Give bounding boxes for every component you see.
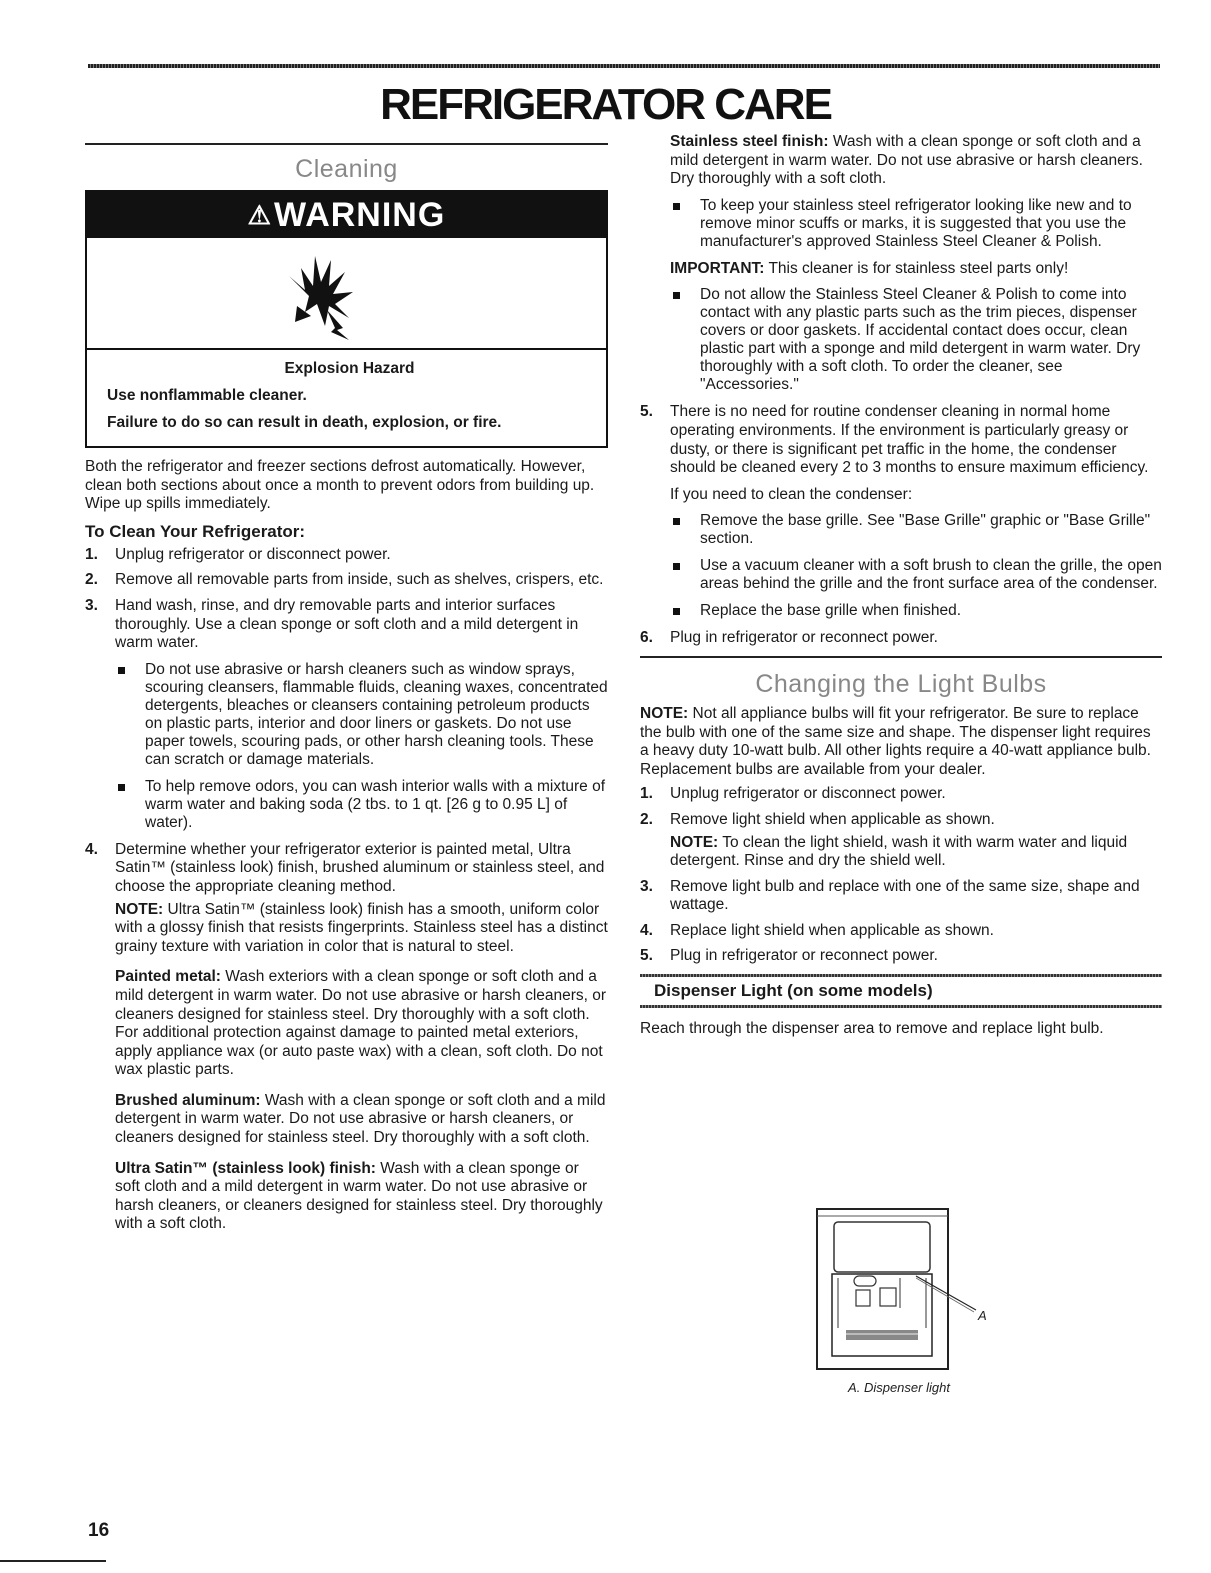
bullet-item: Replace the base grille when finished. [670, 602, 1162, 620]
cleaning-step: 1. Unplug refrigerator or disconnect power. [85, 545, 391, 563]
dotted-rule [640, 1005, 1162, 1008]
bullet-item: Do not allow the Stainless Steel Cleaner & Polish to come into contact with any plastic parts such as the trim pieces, dispenser covers or door gaskets. If accidental contact does occur, clean plastic part with a sponge and mild detergent in warm water. Dry thoroughly with a soft cloth. To order the cleaner, see "Accessories." [670, 286, 1162, 394]
cleaning-step: 6. Plug in refrigerator or reconnect power. [640, 629, 938, 647]
dotted-rule [640, 974, 1162, 977]
explosion-hazard-icon [287, 246, 357, 342]
step4-note: NOTE: Ultra Satin™ (stainless look) finish has a smooth, uniform color with a glossy finish that resists fingerprints. Stainless steel has a distinct grainy texture with variation in color that is natural to steel. [115, 900, 608, 955]
bulb-step: 1. Unplug refrigerator or disconnect power. [640, 785, 946, 803]
warning-hazard: Explosion Hazard [284, 360, 415, 377]
cleaning-intro: Both the refrigerator and freezer sections defrost automatically. However, clean both sections about once a month to prevent odors from building up. Wipe up spills immediately. [85, 458, 595, 513]
dispenser-heading: Dispenser Light (on some models) [654, 981, 933, 1001]
dispenser-text: Reach through the dispenser area to remove and replace light bulb. [640, 1020, 1104, 1038]
cleaning-step: 2. Remove all removable parts from inside, such as shelves, crispers, etc. [85, 571, 604, 589]
cleaning-step: 3. Hand wash, rinse, and dry removable parts and interior surfaces thoroughly. Use a clean sponge or soft cloth and a mild detergent in warm water. Do not use abrasive or harsh cleaners such as window sprays, scouring cleansers, flammable fluids, cleaning waxes, concentrated detergents, bleaches or cleansers containing petroleum products on plastic parts, interior and door liners or gaskets. Do not use paper towels, scouring pads, or other harsh cleaning tools. These can scratch or damage materials. To help remove odors, you can wash interior walls with a mixture of warm water and baking soda (2 tbs. to 1 qt. [26 g to 0.95 L] of water). [85, 596, 608, 831]
stainless-steel: Stainless steel finish: Wash with a clean sponge or soft cloth and a mild detergent in warm water. Do not use abrasive or harsh cleaners. Dry thoroughly with a soft cloth. [670, 133, 1143, 188]
stainless-bullets-2 [670, 286, 1162, 394]
bulbs-heading: Changing the Light Bulbs [755, 669, 1047, 698]
cleaning-heading: Cleaning [295, 155, 398, 183]
warning-triangle-icon: ⚠ [247, 200, 272, 230]
cleaning-steps [85, 546, 608, 1234]
stainless-bullets [670, 197, 1162, 251]
shield-note: NOTE: To clean the light shield, wash it with warm water and liquid detergent. Rinse and dry the shield well. [670, 833, 1128, 870]
section-rule [640, 656, 1162, 658]
condenser-sub: If you need to clean the condenser: [670, 485, 913, 503]
figure-caption: A. Dispenser light [848, 1380, 950, 1395]
section-rule [85, 143, 608, 145]
warning-label: WARNING [273, 196, 446, 234]
bulbs-note: NOTE: Not all appliance bulbs will fit your refrigerator. Be sure to replace the bulb with one of the same size and shape. The dispenser light requires a heavy duty 10-watt bulb. All other lights require a 40-watt appliance bulb. Replacement bulbs are available from your dealer. [640, 704, 1151, 778]
right-column [640, 133, 1162, 1039]
cleaning-step: 4. Determine whether your refrigerator exterior is painted metal, Ultra Satin™ (stainless look) finish, brushed aluminum or stainless steel, and choose the appropriate cleaning method. NOTE: Ultra Satin™ (stainless look) finish has a smooth, uniform color with a glossy finish that resists fingerprints. Stainless steel has a distinct grainy texture with variation in color that is natural to steel. Painted metal: Wash exteriors with a clean sponge or soft cloth and a mild detergent in warm water. Do not use abrasive or harsh cleaners, or cleaners designed for stainless steel. Dry thoroughly with a soft cloth. For additional protection against damage to painted metal exteriors, apply appliance wax (or auto paste wax) with a clean, soft cloth. Do not wax plastic parts. Brushed aluminum: Wash with a clean sponge or soft cloth and a mild detergent in warm water. Do not use abrasive or harsh cleaners, or cleaners designed for stainless steel. Dry thoroughly with a soft cloth. Ultra Satin™ (stainless look) finish: Wash with a clean sponge or soft cloth and a mild detergent in warm water. Do not use abrasive or harsh cleaners, or cleaners designed for stainless steel. Dry thoroughly with a soft cloth. [85, 840, 608, 1233]
cleaning-step: 5. There is no need for routine condenser cleaning in normal home operating environments. If the environment is particularly greasy or dusty, or there is significant pet traffic in the home, the condenser should be cleaned every 2 to 3 months to ensure maximum efficiency. If you need to clean the condenser: Remove the base grille. See "Base Grille" graphic or "Base Grille" section. Use a vacuum cleaner with a soft brush to clean the grille, the open areas behind the grille and the front surface area of the condenser. Replace the base grille when finished. [640, 403, 1162, 620]
bulb-step: 3. Remove light bulb and replace with one of the same size, shape and wattage. [640, 877, 1140, 914]
warning-line-2: Failure to do so can result in death, explosion, or fire. [107, 414, 502, 431]
page-number: 16 [88, 1520, 110, 1541]
top-dotted-rule [88, 64, 1160, 68]
stainless-section [640, 133, 1162, 394]
bulb-steps [640, 785, 1162, 966]
page-title: REFRIGERATOR CARE [380, 80, 831, 129]
ultra-satin: Ultra Satin™ (stainless look) finish: Wash with a clean sponge or soft cloth and a mild detergent in warm water. Do not use abrasive or harsh cleaners, or cleaners designed for stainless steel. Dry thoroughly with a soft cloth. [115, 1159, 603, 1233]
bullet-item: To keep your stainless steel refrigerator looking like new and to remove minor scuffs or marks, it is suggested that you use the manufacturer's approved Stainless Steel Cleaner & Polish. [670, 197, 1162, 251]
warning-icon-area [87, 238, 606, 350]
warning-bar [87, 192, 606, 238]
brushed-aluminum: Brushed aluminum: Wash with a clean sponge or soft cloth and a mild detergent in warm water. Do not use abrasive or harsh cleaners, or cleaners designed for stainless steel. Dry thoroughly with a soft cloth. [115, 1091, 606, 1147]
to-clean-heading: To Clean Your Refrigerator: [85, 521, 306, 541]
figure-label: A [978, 1308, 987, 1323]
painted-metal: Painted metal: Wash exteriors with a clean sponge or soft cloth and a mild detergent in warm water. Do not use abrasive or harsh cleaners, or cleaners designed for stainless steel. Dry thoroughly with a soft cloth. For additional protection against damage to painted metal exteriors, apply appliance wax (or auto paste wax) with a clean, soft cloth. Do not wax plastic parts. [115, 968, 607, 1079]
bullet-item: To help remove odors, you can wash interior walls with a mixture of warm water and baking soda (2 tbs. to 1 qt. [26 g to 0.95 L] of water). [115, 778, 608, 832]
cleaning-steps-cont [640, 403, 1162, 648]
condenser-bullets [670, 512, 1162, 620]
bulb-step: 2. Remove light shield when applicable as shown. NOTE: To clean the light shield, wash it with warm water and liquid detergent. Rinse and dry the shield well. [640, 811, 1162, 871]
warning-line-1: Use nonflammable cleaner. [107, 387, 307, 404]
left-column [85, 143, 608, 1241]
bottom-rule [0, 1560, 106, 1562]
important-note: IMPORTANT: This cleaner is for stainless steel parts only! [670, 259, 1069, 277]
bullet-item: Remove the base grille. See "Base Grille" graphic or "Base Grille" section. [670, 512, 1162, 548]
step3-bullets [115, 661, 608, 832]
bulb-step: 4. Replace light shield when applicable as shown. [640, 921, 994, 939]
warning-text [87, 350, 606, 446]
warning-box [85, 190, 608, 448]
bullet-item: Use a vacuum cleaner with a soft brush to clean the grille, the open areas behind the grille and the front surface area of the condenser. [670, 557, 1162, 593]
bullet-item: Do not use abrasive or harsh cleaners such as window sprays, scouring cleansers, flammable fluids, cleaning waxes, concentrated detergents, bleaches or cleansers containing petroleum products on plastic parts, interior and door liners or gaskets. Do not use paper towels, scouring pads, or other harsh cleaning tools. These can scratch or damage materials. [115, 661, 608, 769]
bulb-step: 5. Plug in refrigerator or reconnect power. [640, 947, 938, 965]
dispenser-light-figure [816, 1208, 996, 1373]
